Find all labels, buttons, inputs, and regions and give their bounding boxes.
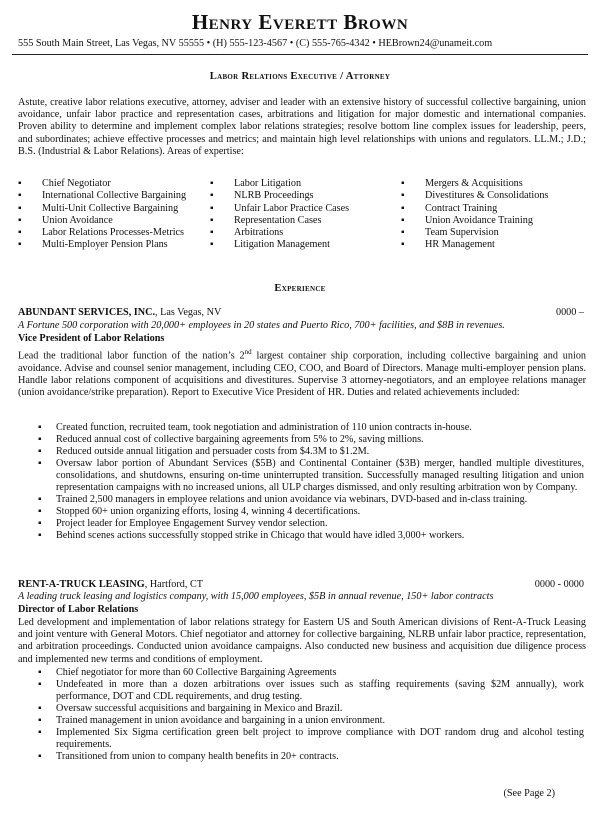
company-name: ABUNDANT SERVICES, INC. (18, 307, 156, 318)
skill-item: ▪ Mergers & Acquisitions (401, 178, 548, 190)
skill-item: ▪ Labor Relations Processes-Metrics (18, 227, 186, 239)
company-name: RENT-A-TRUCK LEASING (18, 579, 145, 590)
contact-line: 555 South Main Street, Las Vegas, NV 55555 • (H) 555-123-4567 • (C) 555-765-4342 • HEBrown24@unameit.com (18, 38, 493, 49)
skill-item: ▪ NLRB Proceedings (210, 190, 349, 202)
skill-item: ▪ Unfair Labor Practice Cases (210, 203, 349, 215)
achievement-item: ▪ Chief negotiator for more than 60 Collective Bargaining Agreements (18, 667, 584, 679)
achievement-item: ▪ Trained 2,500 managers in employee relations and union avoidance via webinars, DVD-based and in-class training. (18, 494, 584, 506)
skill-item: ▪ Litigation Management (210, 239, 349, 251)
achievement-item: ▪ Behind scenes actions successfully stopped strike in Chicago that would have idled 3,000+ workers. (18, 530, 584, 542)
achievement-item: ▪ Reduced outside annual litigation and persuader costs from $4.3M to $1.2M. (18, 446, 584, 458)
experience-heading: Experience (274, 283, 326, 294)
achievement-item: ▪ Oversaw labor portion of Abundant Services ($5B) and Continental Container ($3B) merger, handled multiple divestitures, consolidations, and shutdowns, ensuring on-time uninterrupted transition. Successfully managed resulting litigation and union representation campaigns with no increased unions, all ULP charges dismissed, and only resulting arbitration won by Company. (18, 458, 584, 494)
header-divider (12, 54, 588, 55)
job-title: Vice President of Labor Relations (18, 333, 165, 344)
skill-item: ▪ Labor Litigation (210, 178, 349, 190)
skill-item: ▪ Multi-Unit Collective Bargaining (18, 203, 186, 215)
job-description-text: largest container ship corporation, including collective bargaining and union avoidance. Advise and counsel senior management, including CEO, COO, and Board of Directors. Manage multi-employer pension plans. Handle labor relations component of acquisitions and divestitures. Supervise 3 attorney-negotiators, and an employee relations manager (union avoidance/strike preparation). Report to Executive Vice President of HR. Duties and related achievements included: (18, 350, 587, 398)
achievement-item: ▪ Oversaw successful acquisitions and bargaining in Mexico and Brazil. (18, 703, 584, 715)
skill-item: ▪ Team Supervision (401, 227, 548, 239)
summary-paragraph: Astute, creative labor relations executive, attorney, adviser and leader with an extensive history of successful collective bargaining, union avoidance, unfair labor practice and representation cases, arbitrations and litigation for major domestic and international companies. Proven ability to determine and implement complex labor relations strategies; resolve bottom line complex issues for leadership, peers, and subordinates; achieve effective processes and metrics; and maintain high level relationships with unions and regulators. LL.M.; J.D.; B.S. (Industrial & Labor Relations). Areas of expertise: (18, 97, 586, 157)
job-achievements (18, 422, 584, 542)
job-description-text: Lead the traditional labor function of the nation’s 2 (18, 350, 245, 362)
achievement-item: ▪ Implemented Six Sigma certification green belt project to improve compliance with DOT random drug and alcohol testing requirements. (18, 727, 584, 751)
headline: Labor Relations Executive / Attorney (209, 71, 391, 82)
company-tagline: A Fortune 500 corporation with 20,000+ employees in 20 states and Puerto Rico, 700+ facilities, and $8B in revenues. (18, 320, 505, 331)
job-achievements (18, 667, 584, 763)
company-location: , Hartford, CT (144, 579, 203, 590)
job-header (18, 306, 584, 319)
achievement-item: ▪ Project leader for Employee Engagement Survey vendor selection. (18, 518, 584, 530)
ordinal-suffix: nd (244, 348, 252, 356)
company-tagline: A leading truck leasing and logistics company, with 15,000 employees, $5B in annual revenue, 150+ labor contracts (18, 591, 494, 602)
skill-item: ▪ Divestitures & Consolidations (401, 190, 548, 202)
achievement-item: ▪ Reduced annual cost of collective bargaining agreements from 5% to 2%, saving millions. (18, 434, 584, 446)
skill-item: ▪ International Collective Bargaining (18, 190, 186, 202)
skills-column-2 (210, 178, 349, 252)
skill-item: ▪ Union Avoidance Training (401, 215, 548, 227)
skill-item: ▪ Representation Cases (210, 215, 349, 227)
skill-item: ▪ Chief Negotiator (18, 178, 186, 190)
skills-column-1 (18, 178, 186, 252)
skill-item: ▪ Multi-Employer Pension Plans (18, 239, 186, 251)
achievement-item: ▪ Undefeated in more than a dozen arbitrations over issues such as staffing requirements (saving $2M annually), work performance, DOT and CDL requirements, and drug testing. (18, 679, 584, 703)
achievement-item: ▪ Created function, recruited team, took negotiation and administration of 110 union contracts in-house. (18, 422, 584, 434)
company-location: , Las Vegas, NV (155, 307, 222, 318)
job-description (18, 346, 586, 399)
candidate-name: Henry Everett Brown (191, 10, 409, 34)
skill-item: ▪ Contract Training (401, 203, 548, 215)
skill-item: ▪ Union Avoidance (18, 215, 186, 227)
achievement-item: ▪ Stopped 60+ union organizing efforts, losing 4, winning 4 decertifications. (18, 506, 584, 518)
job-description: Led development and implementation of labor relations strategy for Eastern US and South American divisions of Rent-A-Truck Leasing and joint venture with General Motors. Chief negotiator and attorney for collective bargaining, NLRB unfair labor practice, representation, and arbitration proceedings. Conducted union avoidance campaigns. Also conducted new business and acquisition due diligence process and implemented new terms and conditions of employment. (18, 617, 586, 665)
page-continuation-note: (See Page 2) (503, 788, 555, 799)
achievement-item: ▪ Transitioned from union to company health benefits in 20+ contracts. (18, 751, 584, 763)
job-dates: 0000 - 0000 (534, 579, 584, 590)
achievement-item: ▪ Trained management in union avoidance and bargaining in a union environment. (18, 715, 584, 727)
job-title: Director of Labor Relations (18, 604, 139, 615)
job-header (18, 578, 584, 591)
skills-column-3 (401, 178, 548, 252)
job-dates: 0000 – (555, 307, 584, 318)
skill-item: ▪ HR Management (401, 239, 548, 251)
skill-item: ▪ Arbitrations (210, 227, 349, 239)
